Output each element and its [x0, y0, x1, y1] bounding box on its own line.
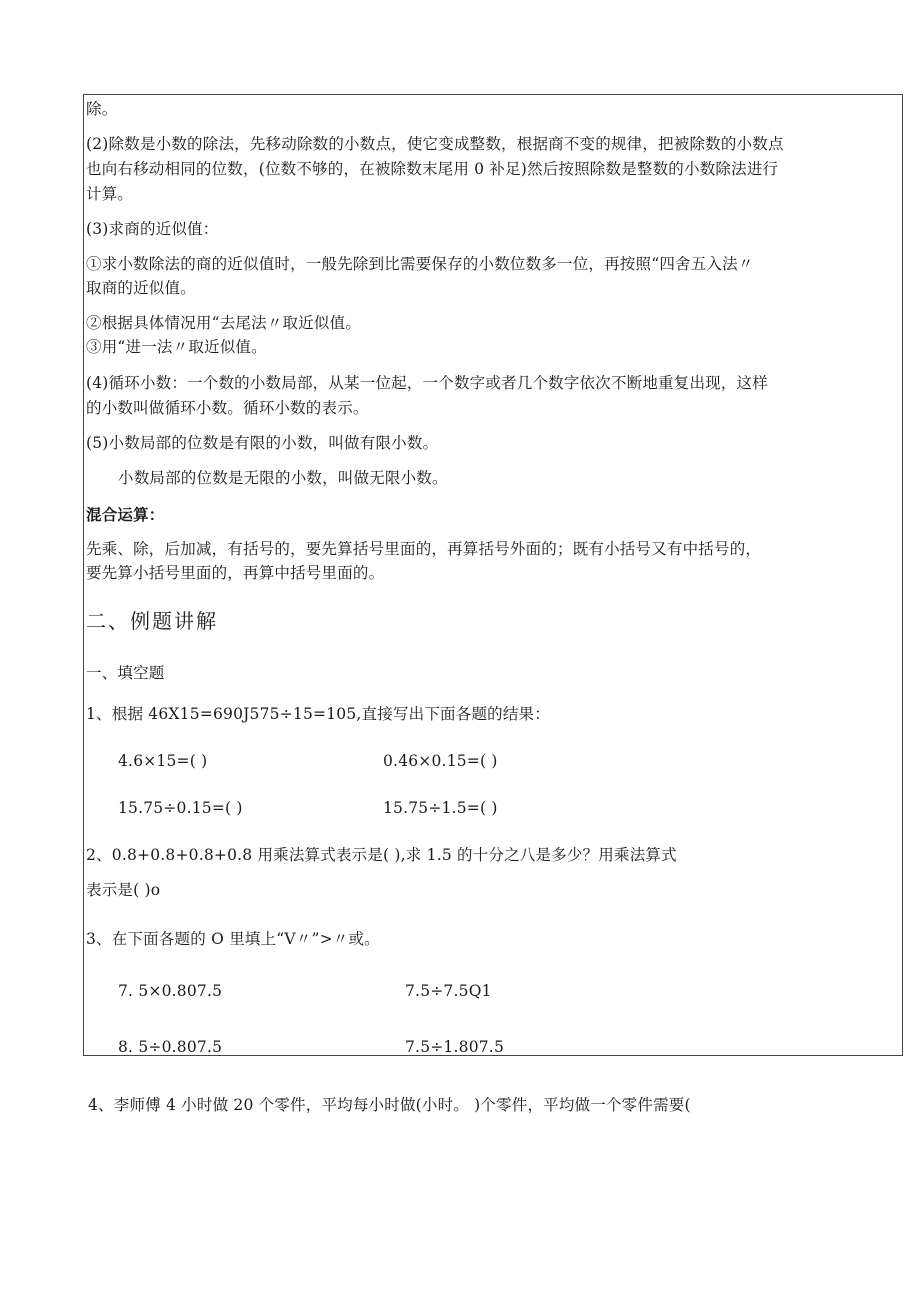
question-4: 4、李师傅 4 小时做 20 个零件，平均每小时做(小时。 )个零件，平均做一个零件需要(: [88, 1096, 691, 1114]
text-line: 计算。: [86, 185, 134, 203]
text-line: 取商的近似值。: [86, 279, 196, 297]
question-3-item: 8. 5÷0.807.5: [118, 1038, 223, 1056]
subsection-heading: 一、填空题: [86, 664, 165, 682]
text-line: 要先算小括号里面的，再算中括号里面的。: [86, 564, 385, 582]
text-line: 除。: [86, 100, 118, 118]
question-1-item: 4.6×15=( ): [118, 752, 208, 770]
question-1-item: 15.75÷1.5=( ): [383, 799, 498, 817]
text-line: (5)小数局部的位数是有限的小数，叫做有限小数。: [86, 434, 439, 452]
text-line: 也向右移动相同的位数，(位数不够的，在被除数末尾用 0 补足)然后按照除数是整数的小数除法进行: [86, 160, 779, 178]
text-line: (3)求商的近似值：: [86, 220, 219, 238]
text-line: 的小数叫做循环小数。循环小数的表示。: [86, 399, 369, 417]
text-line: (4)循环小数：一个数的小数局部，从某一位起，一个数字或者几个数字依次不断地重复出现，这样: [86, 374, 768, 392]
question-1-item: 15.75÷0.15=( ): [118, 799, 243, 817]
question-3-item: 7.5÷1.807.5: [405, 1038, 504, 1056]
question-3: 3、在下面各题的 O 里填上“V〃”>〃或。: [86, 930, 380, 948]
question-3-item: 7.5÷7.5Q1: [405, 982, 492, 1000]
question-2: 2、0.8+0.8+0.8+0.8 用乘法算式表示是( ),求 1.5 的十分之八是多少？用乘法算式: [86, 846, 677, 864]
section-label: 混合运算：: [86, 505, 165, 524]
text-line: ③用“进一法〃取近似值。: [86, 338, 267, 356]
text-line: 小数局部的位数是无限的小数，叫做无限小数。: [118, 469, 448, 487]
section-heading: 二、例题讲解: [86, 609, 218, 633]
question-2-cont: 表示是( )o: [86, 881, 161, 899]
text-line: ②根据具体情况用“去尾法〃取近似值。: [86, 314, 362, 332]
text-line: 先乘、除，后加减，有括号的，要先算括号里面的，再算括号外面的；既有小括号又有中括号的，: [86, 540, 762, 558]
question-3-item: 7. 5×0.807.5: [118, 982, 223, 1000]
question-1-item: 0.46×0.15=( ): [383, 752, 498, 770]
text-line: (2)除数是小数的除法，先移动除数的小数点，使它变成整数，根据商不变的规律，把被除数的小数点: [86, 135, 784, 153]
text-line: ①求小数除法的商的近似值时，一般先除到比需要保存的小数位数多一位，再按照“四舍五入法〃: [86, 255, 754, 273]
question-1: 1、根据 46X15=690J575÷15=105,直接写出下面各题的结果：: [86, 705, 550, 723]
